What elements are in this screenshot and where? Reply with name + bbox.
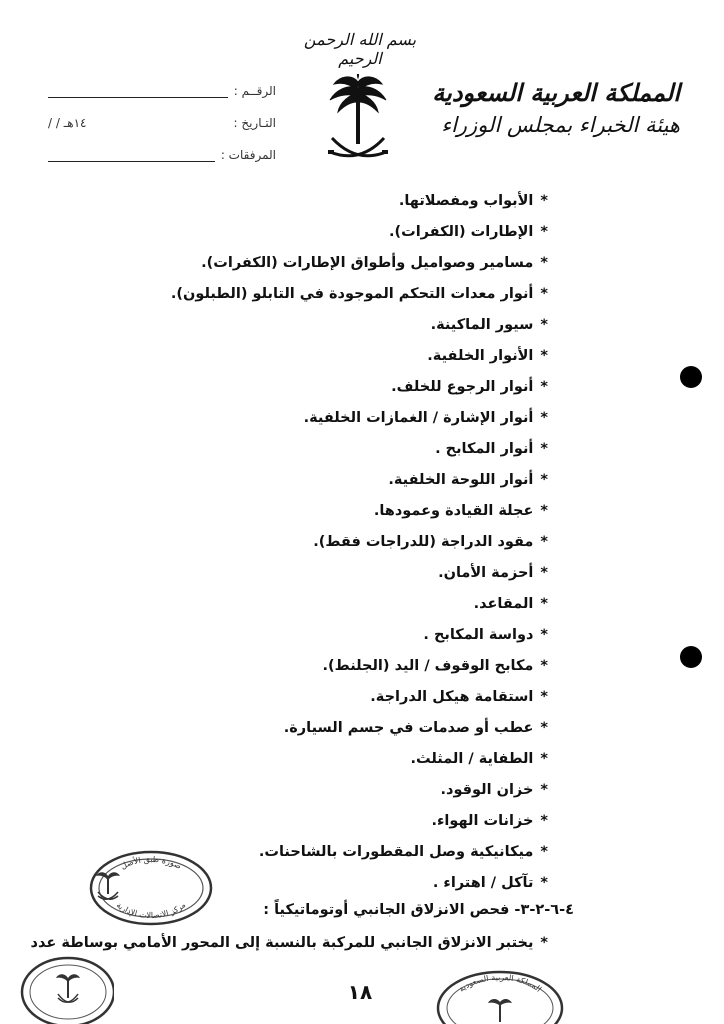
reference-line	[48, 85, 228, 98]
bullet: *	[540, 224, 548, 240]
stamp-arc-top: صورة طبق الأصل	[119, 854, 183, 872]
punch-hole	[680, 366, 702, 388]
bullet: *	[540, 689, 548, 705]
paragraph	[28, 935, 548, 951]
bullet: *	[540, 317, 548, 333]
page-number: ١٨	[347, 980, 373, 1004]
bullet: *	[540, 565, 548, 581]
list-item-text: سيور الماكينة.	[430, 317, 534, 333]
list-item	[128, 775, 548, 806]
bullet: *	[540, 813, 548, 829]
list-item-text: خزانات الهواء.	[431, 813, 534, 829]
list-item	[128, 372, 548, 403]
svg-text:صورة طبق الأصل	[119, 855, 183, 871]
list-item	[128, 403, 548, 434]
reference-row	[48, 66, 276, 98]
list-item-text: أنوار الرجوع للخلف.	[391, 379, 534, 395]
list-item	[128, 434, 548, 465]
list-item	[128, 217, 548, 248]
bullet: *	[540, 751, 548, 767]
stamp-arc-top: المملكة العربية السعودية	[457, 972, 544, 994]
list-item	[128, 465, 548, 496]
list-item	[128, 744, 548, 775]
bullet: *	[540, 935, 548, 951]
list-item-text: المقاعد.	[473, 596, 534, 612]
list-item	[128, 806, 548, 837]
kingdom-name: المملكة العربية السعودية	[432, 78, 680, 107]
bullet: *	[540, 658, 548, 674]
list-item-text: خزان الوقود.	[440, 782, 534, 798]
list-item	[128, 713, 548, 744]
bullet: *	[540, 503, 548, 519]
list-item-text: مكابح الوقوف / اليد (الجلنط).	[322, 658, 534, 674]
list-item-text: مسامير وصواميل وأطواق الإطارات (الكفرات).	[201, 255, 534, 271]
list-item-text: أنوار الإشارة / الغمازات الخلفية.	[303, 410, 534, 426]
reference-block	[48, 66, 276, 162]
list-item	[128, 620, 548, 651]
reference-label: الرقــم :	[233, 84, 276, 98]
list-item	[128, 527, 548, 558]
list-item	[128, 496, 548, 527]
bullet: *	[540, 844, 548, 860]
date-row	[48, 98, 276, 130]
list-item-text: الأبواب ومفصلاتها.	[398, 193, 534, 209]
list-item-text: الإطارات (الكفرات).	[388, 224, 534, 240]
list-item-text: عطب أو صدمات في جسم السيارة.	[283, 720, 534, 736]
list-item-text: أنوار معدات التحكم الموجودة في التابلو (الطبلون).	[170, 286, 534, 302]
bullet: *	[540, 720, 548, 736]
list-item	[128, 651, 548, 682]
list-item-text: أحزمة الأمان.	[438, 565, 534, 581]
bullet: *	[540, 627, 548, 643]
list-item-text: استقامة هيكل الدراجة.	[370, 689, 534, 705]
list-item-text: دواسة المكابح .	[423, 627, 534, 643]
stamp-arc-bottom: مركز الاتصالات الإدارية	[114, 900, 188, 921]
list-item	[128, 589, 548, 620]
bullet: *	[540, 193, 548, 209]
list-item	[128, 186, 548, 217]
list-item	[128, 248, 548, 279]
list-item-text: أنوار اللوحة الخلفية.	[388, 472, 534, 488]
bullet: *	[540, 441, 548, 457]
list-item-text: مقود الدراجة (للدراجات فقط).	[313, 534, 534, 550]
list-item	[128, 558, 548, 589]
attachments-label: المرفقات :	[220, 148, 276, 162]
section-heading: ٤-٦-٢-٣- فحص الانزلاق الجانبي أوتوماتيكياً :	[263, 902, 574, 918]
basmala: بسم الله الرحمن الرحيم	[303, 30, 417, 68]
list-item	[128, 279, 548, 310]
paragraph-text: يختبر الانزلاق الجانبي للمركبة بالنسبة إلى المحور الأمامي بوساطة عدد	[30, 935, 534, 951]
bullet: *	[540, 782, 548, 798]
inspection-items-list	[128, 186, 548, 899]
list-item-text: عجلة القيادة وعمودها.	[373, 503, 534, 519]
authority-name: هيئة الخبراء بمجلس الوزراء	[441, 113, 680, 137]
bullet: *	[540, 286, 548, 302]
list-item-text: ميكانيكية وصل المقطورات بالشاحنات.	[258, 844, 534, 860]
svg-text:مركز الاتصالات الإدارية	[115, 900, 188, 920]
date-label: التـاريخ :	[233, 116, 276, 130]
list-item	[128, 682, 548, 713]
organization-header	[432, 76, 680, 140]
date-value: / / ١٤هـ	[48, 116, 87, 130]
list-item-text: الأنوار الخلفية.	[427, 348, 534, 364]
bullet: *	[540, 596, 548, 612]
bullet: *	[540, 875, 548, 891]
list-item	[128, 310, 548, 341]
list-item-text: أنوار المكابح .	[435, 441, 534, 457]
punch-hole	[680, 646, 702, 668]
bullet: *	[540, 410, 548, 426]
list-item-text: الطفاية / المثلث.	[410, 751, 534, 767]
list-item-text: تآكل / اهتراء .	[432, 875, 534, 891]
list-item	[128, 341, 548, 372]
bullet: *	[540, 255, 548, 271]
bullet: *	[540, 534, 548, 550]
ministry-seal-stamp	[432, 968, 568, 1024]
attachments-line	[48, 149, 215, 162]
bullet: *	[540, 348, 548, 364]
palm-swords-emblem	[326, 74, 390, 174]
bullet: *	[540, 472, 548, 488]
round-seal-stamp	[14, 952, 114, 1024]
certified-copy-stamp	[86, 848, 216, 928]
attachments-row	[48, 130, 276, 162]
bullet: *	[540, 379, 548, 395]
